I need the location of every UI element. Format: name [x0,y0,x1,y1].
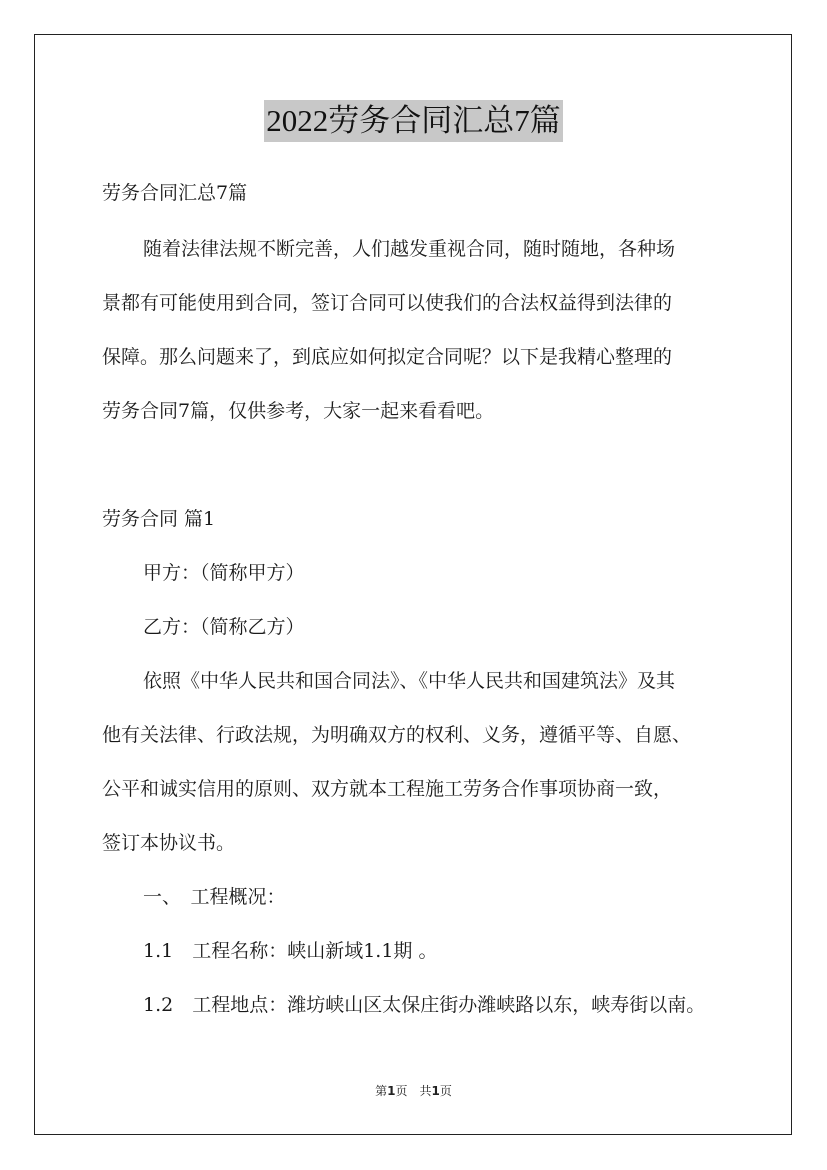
basis-line-1: 依照《中华人民共和国合同法》、《中华人民共和国建筑法》及其 [143,670,676,692]
intro-line-4: 劳务合同7篇，仅供参考，大家一起来看看吧。 [102,400,495,422]
intro-line-1: 随着法律法规不断完善，人们越发重视合同，随时随地，各种场 [143,238,676,260]
clause-1-heading: 一、 工程概况： [143,886,286,908]
party-a-line: 甲方：（简称甲方） [143,562,305,584]
footer-total-pages: 1 [431,1084,440,1098]
party-b-line: 乙方：（简称乙方） [143,616,305,638]
document-subtitle: 劳务合同汇总7篇 [102,182,248,204]
clause-1-2: 1.2 工程地点：潍坊峡山区太保庄街办潍峡路以东，峡寿街以南。 [143,994,706,1016]
title-container [0,100,827,142]
footer-current-page: 1 [387,1084,396,1098]
intro-line-3: 保障。那么问题来了，到底应如何拟定合同呢？以下是我精心整理的 [102,346,673,368]
clause-1-1: 1.1 工程名称：峡山新域1.1期 。 [143,940,438,962]
document-title: 2022劳务合同汇总7篇 [264,100,563,142]
section-heading: 劳务合同 篇1 [102,508,216,530]
footer-prefix: 第 [375,1084,388,1098]
footer-suffix: 页 [439,1084,452,1098]
page-footer [0,1083,827,1099]
basis-line-3: 公平和诚实信用的原则、双方就本工程施工劳务合作事项协商一致， [102,778,673,800]
footer-mid: 页 共 [395,1084,432,1098]
basis-line-4: 签订本协议书。 [102,832,236,854]
intro-line-2: 景都有可能使用到合同，签订合同可以使我们的合法权益得到法律的 [102,292,673,314]
basis-line-2: 他有关法律、行政法规，为明确双方的权利、义务，遵循平等、自愿、 [102,724,692,746]
